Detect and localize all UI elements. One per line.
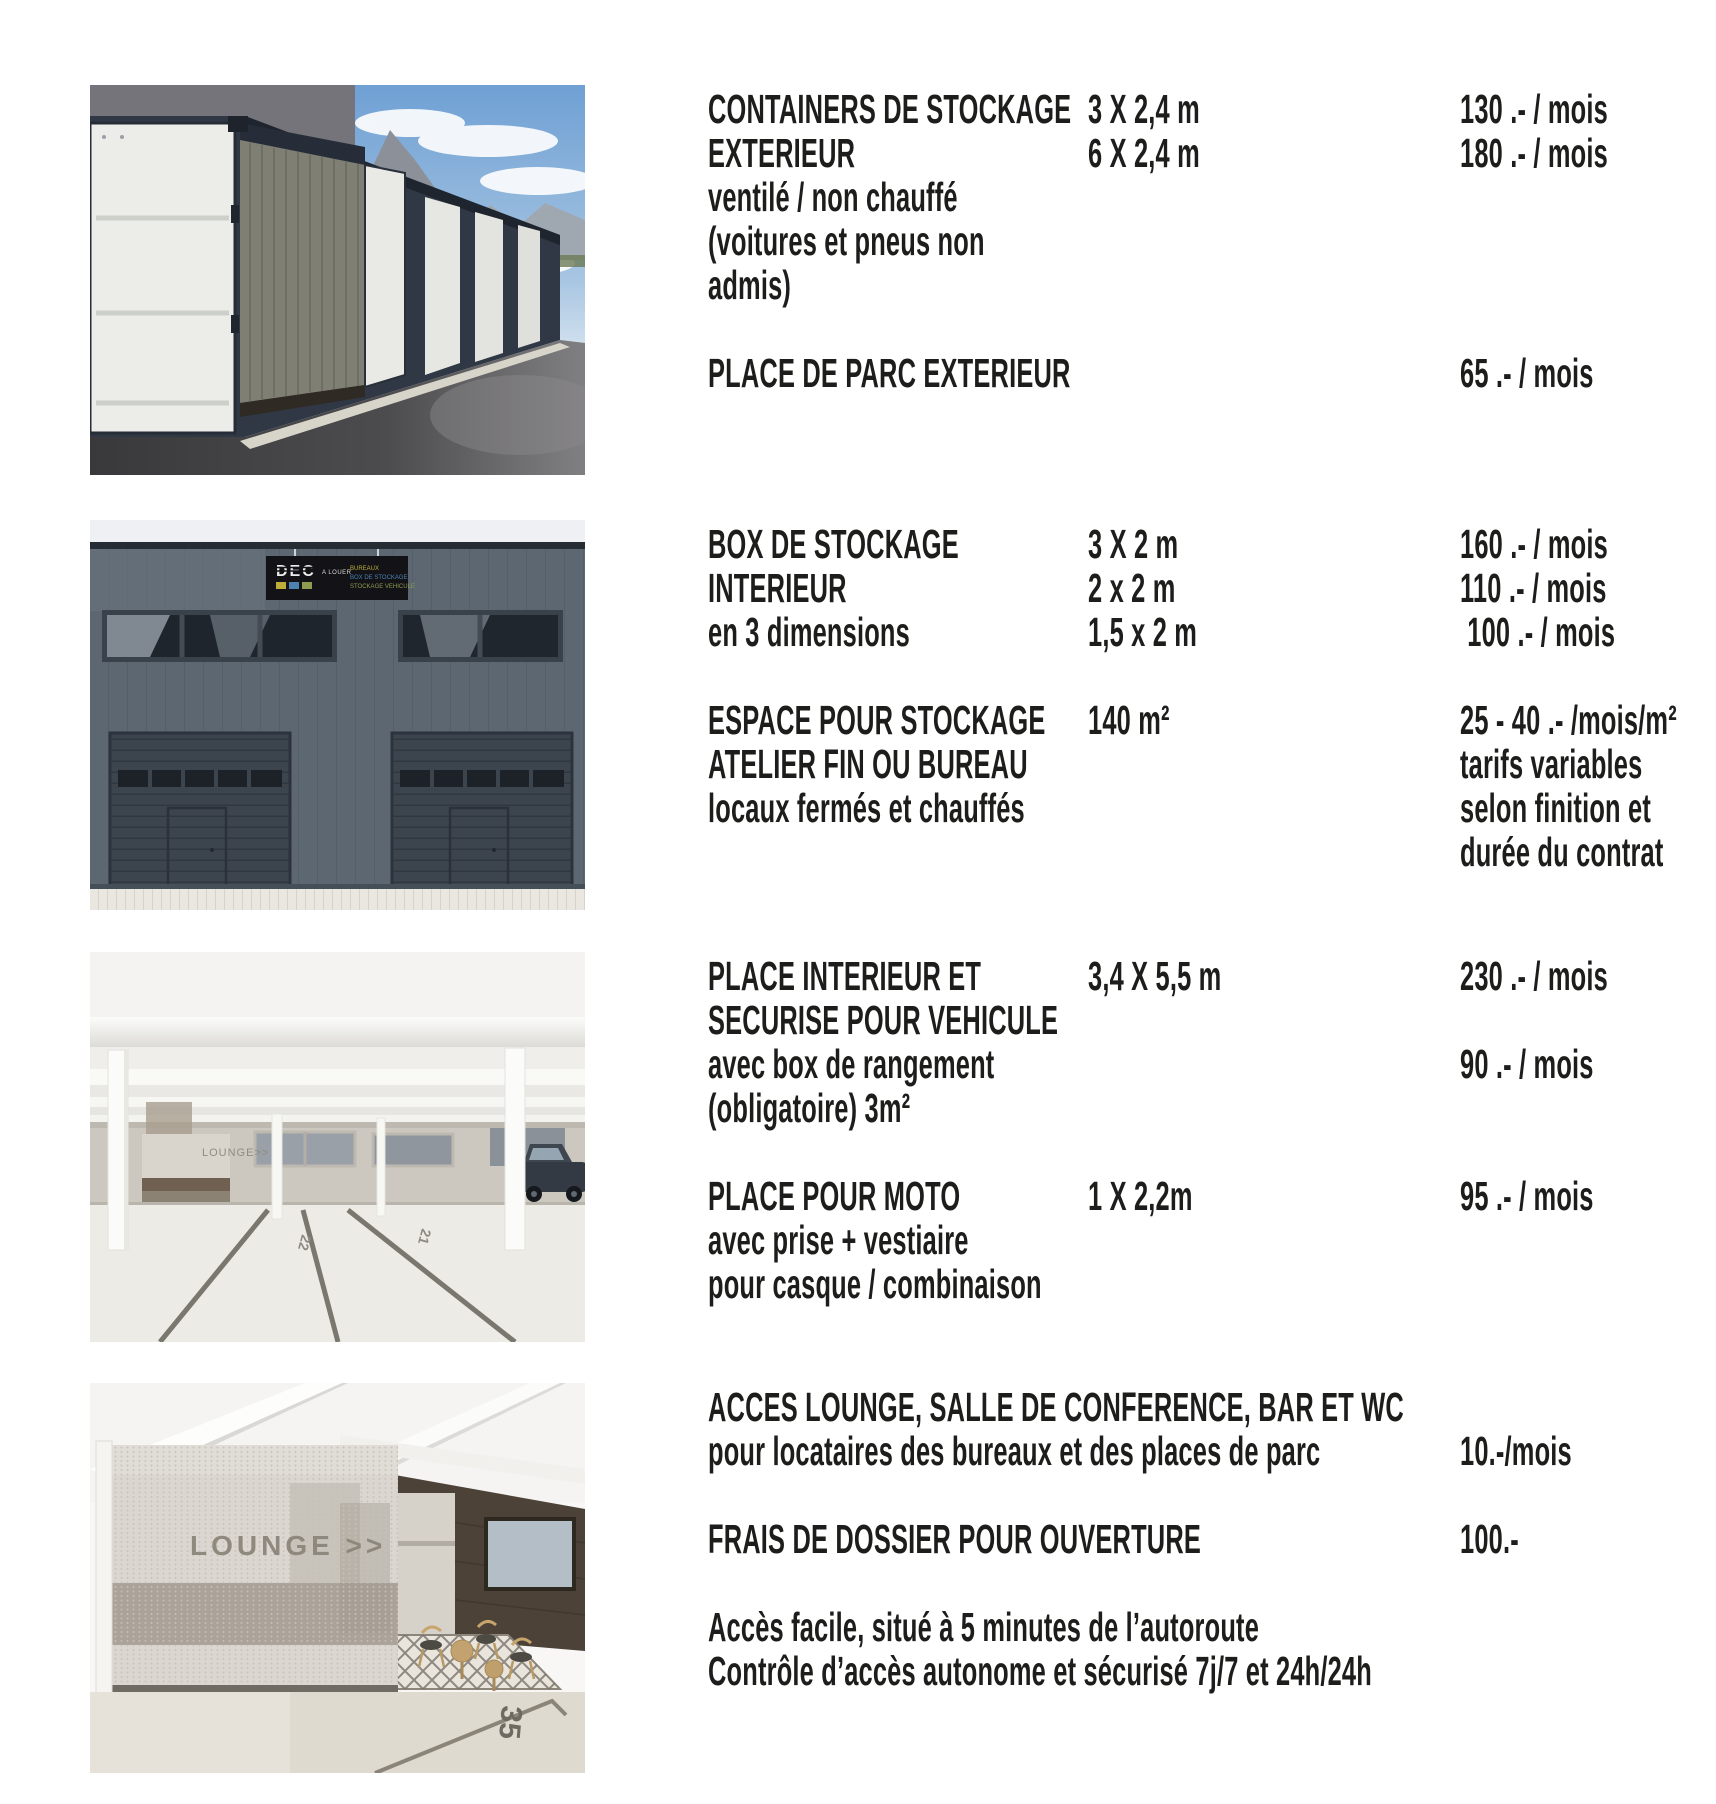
garage-door-left [110, 733, 290, 891]
text-line: ATELIER FIN OU BUREAU [708, 741, 1028, 787]
text-line: SECURISE POUR VEHICULE [708, 997, 1059, 1043]
roof-edge [90, 542, 585, 549]
facade-photo-illustration [90, 520, 585, 910]
sign-line-stockage: STOCKAGE VEHICULE [350, 584, 415, 590]
text-line: 90 .- / mois [1460, 1041, 1594, 1087]
text-line [1088, 998, 1311, 1042]
text-line: tarifs variables [1460, 741, 1643, 787]
text-line: avec box de rangement [708, 1041, 995, 1087]
container-door [425, 197, 460, 375]
photo-containers-exterior [90, 85, 585, 475]
garage-door-right [392, 733, 572, 891]
text-line: locaux fermés et chauffés [708, 785, 1025, 831]
text-line: 230 .- / mois [1460, 953, 1608, 999]
text-line [1460, 1130, 1716, 1174]
container-door [518, 225, 540, 348]
text-line: BOX DE STOCKAGE [708, 521, 959, 567]
text-line: PLACE INTERIEUR ET [708, 953, 982, 999]
text-line [1088, 654, 1311, 698]
window-band-left [102, 610, 337, 662]
text-line: 3 X 2 m [1088, 521, 1179, 567]
text-line [1088, 1042, 1311, 1086]
text-line: 130 .- / mois [1460, 86, 1608, 132]
logo-square-yellow [276, 582, 286, 589]
labels-column-lounge [708, 1385, 1468, 1693]
text-line: 160 .- / mois [1460, 521, 1608, 567]
sky-strip [90, 520, 585, 542]
text-line: (voitures et pneus non [708, 218, 985, 264]
text-line: avec prise + vestiaire [708, 1217, 969, 1263]
prices-column-boxes [1460, 522, 1716, 874]
text-line [1088, 1086, 1311, 1130]
stall-number-22: 22 [295, 1233, 315, 1253]
prices-column-lounge [1460, 1385, 1716, 1561]
text-line [708, 307, 1179, 351]
text-line: admis) [708, 262, 792, 308]
text-line: 2 x 2 m [1088, 565, 1176, 611]
sign-a-louer: A LOUER [322, 570, 352, 576]
text-line: 25 - 40 .- /mois/m² [1460, 697, 1677, 743]
container-door [475, 212, 503, 362]
text-line: 10.-/mois [1460, 1428, 1572, 1474]
photo-facade-interior-boxes [90, 520, 585, 910]
photo-lounge [90, 1383, 585, 1773]
sign-line-box: BOX DE STOCKAGE [350, 575, 408, 581]
text-line: 100.- [1460, 1516, 1519, 1562]
open-door-panel [365, 165, 405, 387]
stall-number-35: 35 [492, 1704, 528, 1741]
text-line [1460, 998, 1716, 1042]
window [486, 1519, 574, 1589]
text-line: 110 .- / mois [1460, 565, 1607, 611]
text-line [1460, 307, 1716, 351]
text-line [1460, 263, 1716, 307]
text-line: 100 .- / mois [1460, 609, 1616, 655]
text-line: durée du contrat [1460, 829, 1664, 875]
text-line [1460, 219, 1716, 263]
logo-square-blue [289, 582, 299, 589]
text-line: 1 X 2,2m [1088, 1173, 1193, 1219]
text-line: INTERIEUR [708, 565, 847, 611]
text-line: EXTERIEUR [708, 130, 856, 176]
text-line: ESPACE POUR STOCKAGE [708, 697, 1046, 743]
text-line: PLACE POUR MOTO [708, 1173, 961, 1219]
text-line [1460, 1385, 1716, 1429]
text-line: ACCES LOUNGE, SALLE DE CONFERENCE, BAR ET WC [708, 1384, 1404, 1430]
logo-square-green [302, 582, 312, 589]
text-line [708, 1473, 1179, 1517]
text-line: ventilé / non chauffé [708, 174, 958, 220]
parking-photo-illustration [90, 952, 585, 1342]
dimensions-column-vehicle [1088, 954, 1448, 1218]
text-line: 65 .- / mois [1460, 350, 1594, 396]
text-line: Contrôle d’accès autonome et sécurisé 7j/7 et 24h/24h [708, 1648, 1372, 1694]
lounge-wall-sign: LOUNGE >> [190, 1530, 387, 1561]
white-door [90, 123, 235, 433]
text-line: 180 .- / mois [1460, 130, 1608, 176]
text-line: 1,5 x 2 m [1088, 609, 1198, 655]
text-line: PLACE DE PARC EXTERIEUR [708, 350, 1071, 396]
text-line: selon finition et [1460, 785, 1651, 831]
text-line: pour locataires des bureaux et des places de parc [708, 1428, 1321, 1474]
text-line: Accès facile, situé à 5 minutes de l’autoroute [708, 1604, 1260, 1650]
window-band-right [398, 610, 563, 662]
lounge-photo-illustration [90, 1383, 585, 1773]
dimensions-column-containers [1088, 87, 1448, 175]
text-line: (obligatoire) 3m² [708, 1085, 911, 1131]
text-line: CONTAINERS DE STOCKAGE [708, 86, 1072, 132]
prices-column-containers [1460, 87, 1716, 395]
text-line: 6 X 2,4 m [1088, 130, 1200, 176]
corner-casting [228, 116, 248, 132]
prices-column-vehicle [1460, 954, 1716, 1218]
photo-indoor-parking [90, 952, 585, 1342]
sign-line-bureaux: BUREAUX [350, 566, 380, 572]
column [96, 1441, 112, 1693]
text-line [1460, 1473, 1716, 1517]
mesh-curtain [112, 1445, 398, 1692]
text-line: 95 .- / mois [1460, 1173, 1594, 1219]
text-line [1460, 1086, 1716, 1130]
text-line [1088, 1130, 1311, 1174]
containers-photo-illustration [90, 85, 585, 475]
text-line [1460, 654, 1716, 698]
text-line [1460, 175, 1716, 219]
dimensions-column-boxes [1088, 522, 1448, 742]
text-line: 140 m² [1088, 697, 1170, 743]
text-line: 3 X 2,4 m [1088, 86, 1200, 132]
text-line: en 3 dimensions [708, 609, 910, 655]
rental-sign [266, 556, 415, 600]
dec-logo: DEC [276, 563, 316, 580]
stall-number-21: 21 [415, 1227, 435, 1247]
lounge-wall-sign: LOUNGE>> [202, 1147, 270, 1159]
text-line: pour casque / combinaison [708, 1261, 1042, 1307]
text-line [708, 1561, 1179, 1605]
text-line: 3,4 X 5,5 m [1088, 953, 1222, 999]
text-line: FRAIS DE DOSSIER POUR OUVERTURE [708, 1516, 1202, 1562]
